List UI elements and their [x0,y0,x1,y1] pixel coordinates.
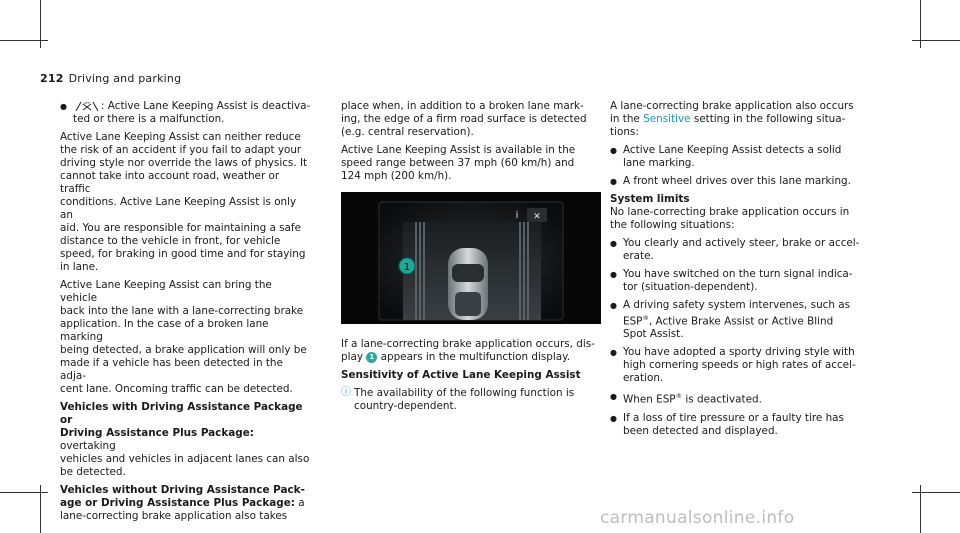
bullet-icon: ● [60,102,67,111]
text-line: A front wheel drives over this lane marking. [623,175,851,187]
text-line: 124 mph (200 km/h). [341,170,452,182]
lane-marking-right [519,222,529,320]
text-line: Active Lane Keeping Assist detects a solid [623,144,842,156]
note-country-dependent [341,387,601,413]
callout-label: 1 [403,262,411,273]
text-line: If a loss of tire pressure or a faulty tire has [623,411,844,424]
text-line: Spot Assist. [623,328,684,341]
text-line: conditions. Active Lane Keeping Assist is only an [60,196,297,221]
close-icon: ✕ [533,212,541,222]
crop-mark [912,492,960,493]
crop-mark [0,40,48,41]
text-run: is deactivated. [682,393,762,406]
list-item [610,412,872,438]
text-line: high cornering speeds or high rates of accel- [623,359,856,372]
display-illustration [341,192,601,324]
sensitive-setting-label: Sensitive [643,113,691,125]
text-run: a [294,497,305,509]
text-line: the following situations: [610,219,735,231]
list-item [610,144,872,170]
paragraph-limitations [60,131,312,274]
column-right [610,100,872,438]
text-line: You clearly and actively steer, brake or accel- [623,237,860,249]
info-note-icon: ⓘ [341,387,351,398]
list-item [610,346,872,385]
section-heading: System limits [610,193,690,205]
text-line: You have switched on the turn signal indica- [623,268,853,280]
registered-mark: ® [675,392,683,401]
list-item [610,268,872,294]
list-item [610,299,872,341]
bullet-icon: ● [610,270,617,279]
text-line: (e.g. central reservation). [341,126,474,138]
page-header [40,72,181,85]
figure-caption [341,351,601,364]
page-number: 212 [40,72,64,85]
text-line: A driving safety system intervenes, such as [623,299,851,311]
text-run: overtaking [60,440,116,452]
list-item [610,237,872,263]
text-line: tor (situation-dependent). [623,281,758,293]
bullet-icon: ● [610,392,617,402]
text-line: application. In the case of a broken lane marking [60,318,269,343]
text-line: ing, the edge of a firm road surface is detected [341,113,587,125]
paragraph-vehicles-with-package [60,401,312,479]
text-line: country-dependent. [354,400,457,412]
info-icon: i [515,210,519,221]
bullet-icon: ● [610,348,617,358]
text-run: When ESP [623,393,676,406]
text-run: in the [610,113,644,125]
text-line: being detected, a brake application will only be [60,344,307,356]
watermark: carmanualsonline.info [600,508,795,528]
subheading: Vehicles with Driving Assistance Package or [60,401,303,426]
text-line [623,312,872,328]
lane-keeping-off-icon [74,101,100,112]
text-line: eration. [623,372,664,385]
text-line: You have adopted a sporty driving style with [623,346,855,359]
text-line: vehicles and vehicles in adjacent lanes can also [60,453,310,465]
column-middle [341,100,601,183]
bullet-icon: ● [610,301,617,310]
crop-mark [912,40,960,41]
text-line [60,497,312,510]
text-line: place when, in addition to a broken lane mark- [341,100,584,112]
bullet-icon: ● [610,239,617,248]
text-line: made if a vehicle has been detected in the adja- [60,357,283,382]
multifunction-display-figure [341,192,601,324]
text-line [60,427,312,453]
text-line: tions: [610,126,639,138]
paragraph-brake-application [60,279,312,396]
deactivated-text: : Active Lane Keeping Assist is deactiva-ted or there is a malfunction. [73,100,311,125]
text-line: Active Lane Keeping Assist is available in the [341,144,576,156]
text-line: driving style nor override the laws of physics. It [60,157,308,169]
text-line: speed range between 37 mph (60 km/h) and [341,157,575,169]
bullet-icon: ● [610,413,617,423]
text-line: Active Lane Keeping Assist can neither reduce [60,131,301,143]
text-line [623,390,872,406]
list-item [60,100,312,126]
text-line: aid. You are responsible for maintaining a safe [60,222,301,234]
paragraph-vehicles-without-package [60,484,312,523]
crop-mark [0,492,48,493]
text-line: been detected and displayed. [623,424,778,437]
text-line: No lane-correcting brake application occurs in [610,206,850,218]
list-item [610,390,872,406]
text-line: Active Lane Keeping Assist can bring the vehicle [60,279,272,304]
text-line: lane-correcting brake application also takes [60,510,288,522]
subheading: Driving Assistance Plus Package: [60,427,254,439]
text-line: back into the lane with a lane-correcting brake [60,305,304,317]
section-title: Driving and parking [68,72,182,85]
text-line: cent lane. Oncoming traffic can be detected. [60,383,293,395]
text-run: setting in the following situa- [690,113,846,125]
car-icon [448,248,488,320]
text-line: distance to the vehicle in front, for vehicle [60,235,281,247]
subheading: Vehicles without Driving Assistance Pack- [60,484,305,496]
text-line: speed, for braking in good time and for staying [60,248,306,260]
svg-text:OFF: OFF [84,100,90,105]
text-run: appears in the multifunction display. [377,351,571,363]
callout-number-icon: 1 [366,352,377,363]
text-line: erate. [623,250,654,262]
paragraph-continued [341,100,601,139]
text-line: lane marking. [623,157,695,169]
section-heading: Sensitivity of Active Lane Keeping Assist [341,369,581,381]
text-line: be detected. [60,466,126,478]
list-item [610,175,872,188]
subheading: age or Driving Assistance Plus Package: [60,497,295,509]
column-middle-lower [341,338,601,413]
text-run: play [341,351,367,363]
text-line: A lane-correcting brake application also occurs [610,100,854,112]
text-line: cannot take into account road, weather or traffic [60,170,280,195]
text-run: , Active Brake Assist or Active Blind [648,315,834,328]
bullet-icon: ● [610,177,617,186]
paragraph-speed-range [341,144,601,183]
text-line: The availability of the following function is [354,387,575,399]
figure-caption: If a lane-correcting brake application occurs, dis- [341,338,595,350]
bullet-icon: ● [610,146,617,155]
text-line: the risk of an accident if you fail to adapt your [60,144,302,156]
registered-mark: ® [642,314,649,322]
text-run: ESP [623,315,643,328]
text-line [610,113,872,126]
column-left [60,100,312,523]
text-line: in lane. [60,261,99,273]
lane-marking-left [415,222,425,320]
